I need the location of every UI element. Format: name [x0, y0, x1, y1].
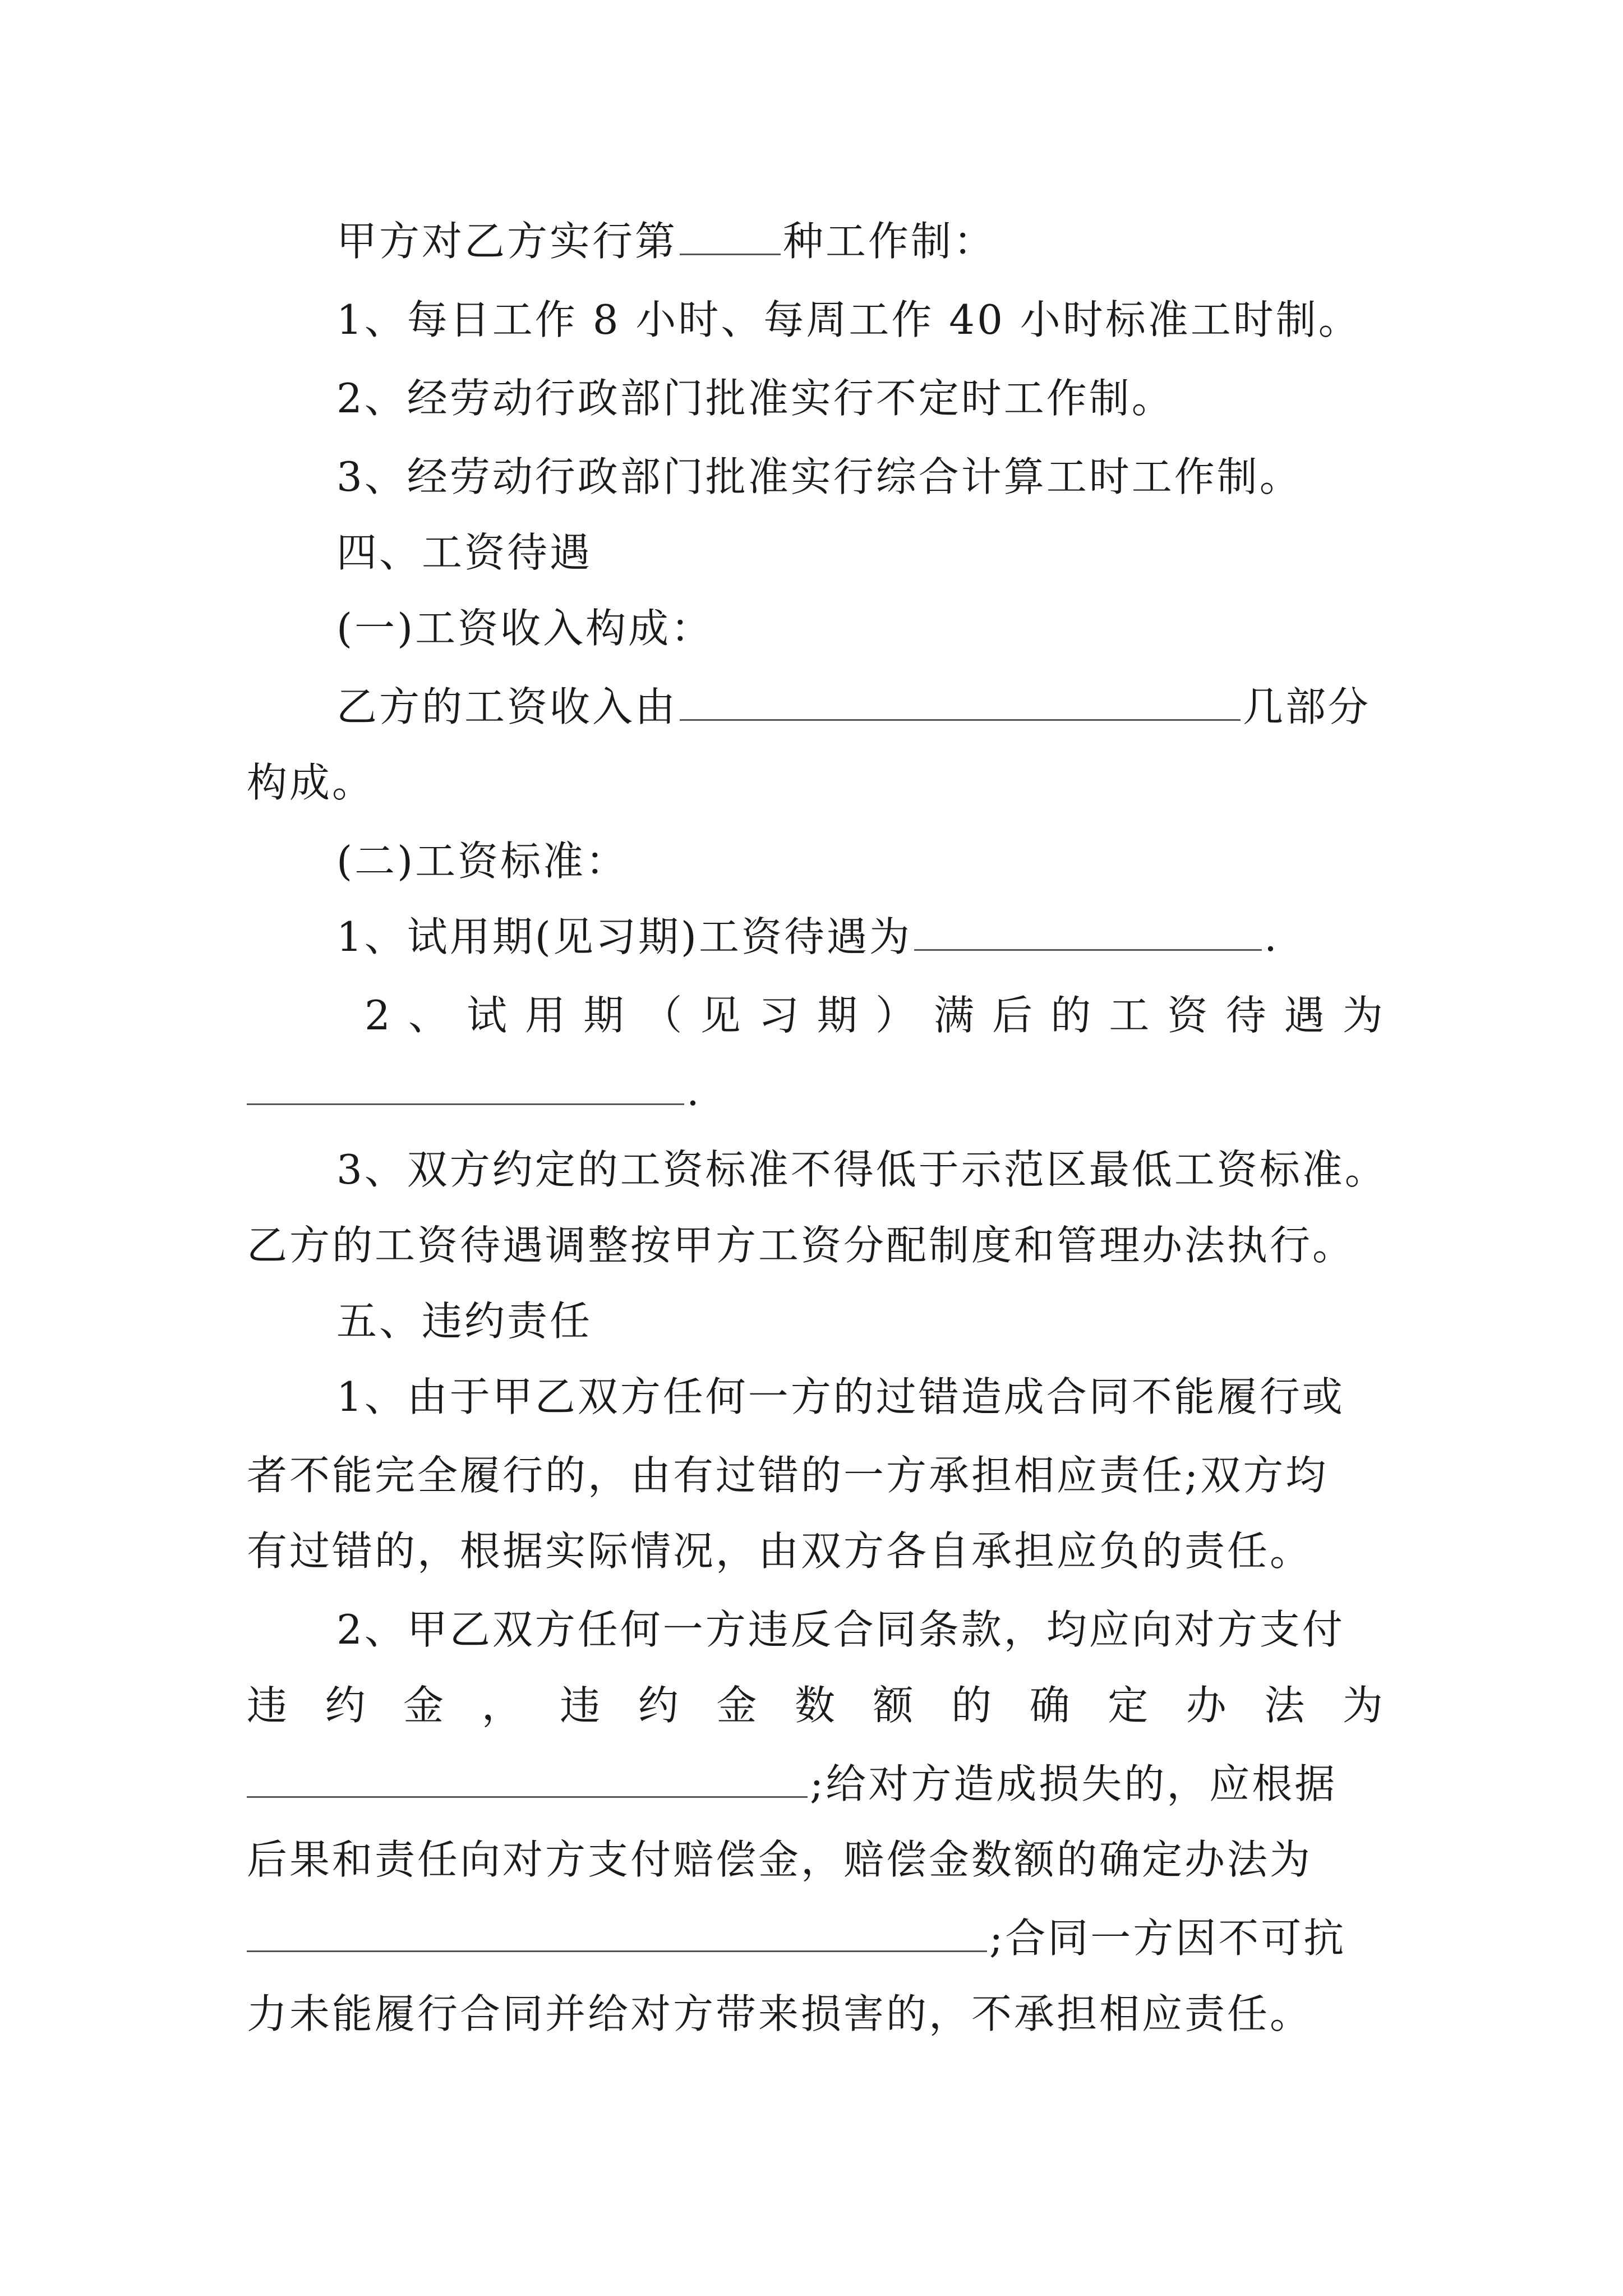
char: ）	[875, 992, 918, 1039]
char: 满	[934, 992, 977, 1039]
char: 见	[700, 992, 743, 1039]
char: 金	[403, 1682, 446, 1729]
list-item-justified	[365, 987, 1385, 1043]
char: 定	[1108, 1682, 1151, 1729]
char: 办	[1186, 1682, 1229, 1729]
sub-heading: (一)工资收入构成：	[336, 605, 714, 652]
paragraph-work-system	[336, 213, 1385, 269]
char: 为	[1342, 992, 1385, 1039]
char: 金	[716, 1682, 759, 1729]
text: 种工作制：	[783, 218, 997, 265]
section-heading: 四、工资待遇	[336, 529, 593, 576]
list-item: 1、由于甲乙双方任何一方的过错造成合同不能履行或	[336, 1373, 1345, 1420]
char: 用	[525, 992, 568, 1039]
paragraph-continuation	[247, 1756, 1385, 1812]
paragraph-continuation: 者不能完全履行的，由有过错的一方承担相应责任;双方均	[247, 1452, 1329, 1499]
paragraph-justified	[247, 1677, 1385, 1733]
char: 为	[1342, 1682, 1385, 1729]
char: 待	[1225, 992, 1269, 1039]
char: 期	[817, 992, 860, 1039]
char: 违	[560, 1682, 603, 1729]
char: 数	[794, 1682, 837, 1729]
char: 约	[638, 1682, 681, 1729]
char: 的	[951, 1682, 994, 1729]
char: 资	[1167, 992, 1210, 1039]
text: 1、试用期(见习期)工资待遇为	[336, 913, 912, 960]
paragraph-continuation: 后果和责任向对方支付赔偿金，赔偿金数额的确定办法为	[247, 1836, 1313, 1883]
paragraph-continuation	[247, 1910, 1385, 1966]
list-item	[336, 909, 1385, 965]
paragraph-continuation: 构成。	[247, 759, 375, 806]
fill-blank[interactable]	[247, 1070, 684, 1105]
fill-blank[interactable]	[247, 1917, 987, 1952]
char: 后	[992, 992, 1035, 1039]
text: ;合同一方因不可抗	[989, 1915, 1347, 1962]
paragraph-salary-composition	[336, 679, 1385, 735]
fill-blank[interactable]	[247, 1763, 808, 1798]
paragraph-continuation: 有过错的，根据实际情况，由双方各自承担应负的责任。	[247, 1527, 1313, 1575]
section-heading: 五、违约责任	[336, 1297, 593, 1345]
char: 工	[1109, 992, 1152, 1039]
text: .	[1264, 913, 1279, 960]
list-item: 3、双方约定的工资标准不得低于示范区最低工资标准。	[336, 1146, 1387, 1193]
char: ，	[481, 1682, 524, 1729]
text: .	[686, 1068, 702, 1115]
fill-blank[interactable]	[680, 685, 1241, 721]
list-item: 2、甲乙双方任何一方违反合同条款，均应向对方支付	[336, 1606, 1345, 1653]
char: 确	[1029, 1682, 1072, 1729]
char: 试	[467, 992, 510, 1039]
sub-heading: (二)工资标准：	[336, 838, 629, 885]
text: 几部分	[1243, 683, 1371, 730]
text: ;给对方造成损失的，应根据	[810, 1760, 1338, 1807]
char: （	[642, 992, 685, 1039]
char: 约	[325, 1682, 368, 1729]
char: 遇	[1284, 992, 1327, 1039]
fill-blank[interactable]	[914, 915, 1262, 951]
paragraph-continuation: 力未能履行合同并给对方带来损害的，不承担相应责任。	[247, 1990, 1313, 2037]
char: 法	[1264, 1682, 1307, 1729]
char: 违	[247, 1682, 290, 1729]
paragraph-continuation	[247, 1063, 1385, 1119]
char: 期	[583, 992, 626, 1039]
list-item: 2、经劳动行政部门批准实行不定时工作制。	[336, 375, 1174, 422]
list-item: 3、经劳动行政部门批准实行综合计算工时工作制。	[336, 453, 1302, 500]
list-item: 1、每日工作 8 小时、每周工作 40 小时标准工时制。	[336, 296, 1361, 343]
text: 甲方对乙方实行第	[336, 218, 678, 265]
char: 习	[758, 992, 801, 1039]
fill-blank[interactable]	[680, 220, 781, 255]
char: 的	[1050, 992, 1094, 1039]
text: 乙方的工资收入由	[336, 683, 678, 730]
paragraph: 乙方的工资待遇调整按甲方工资分配制度和管理办法执行。	[247, 1222, 1355, 1269]
char: 、	[408, 992, 451, 1039]
char: 2	[365, 992, 393, 1039]
char: 额	[873, 1682, 916, 1729]
